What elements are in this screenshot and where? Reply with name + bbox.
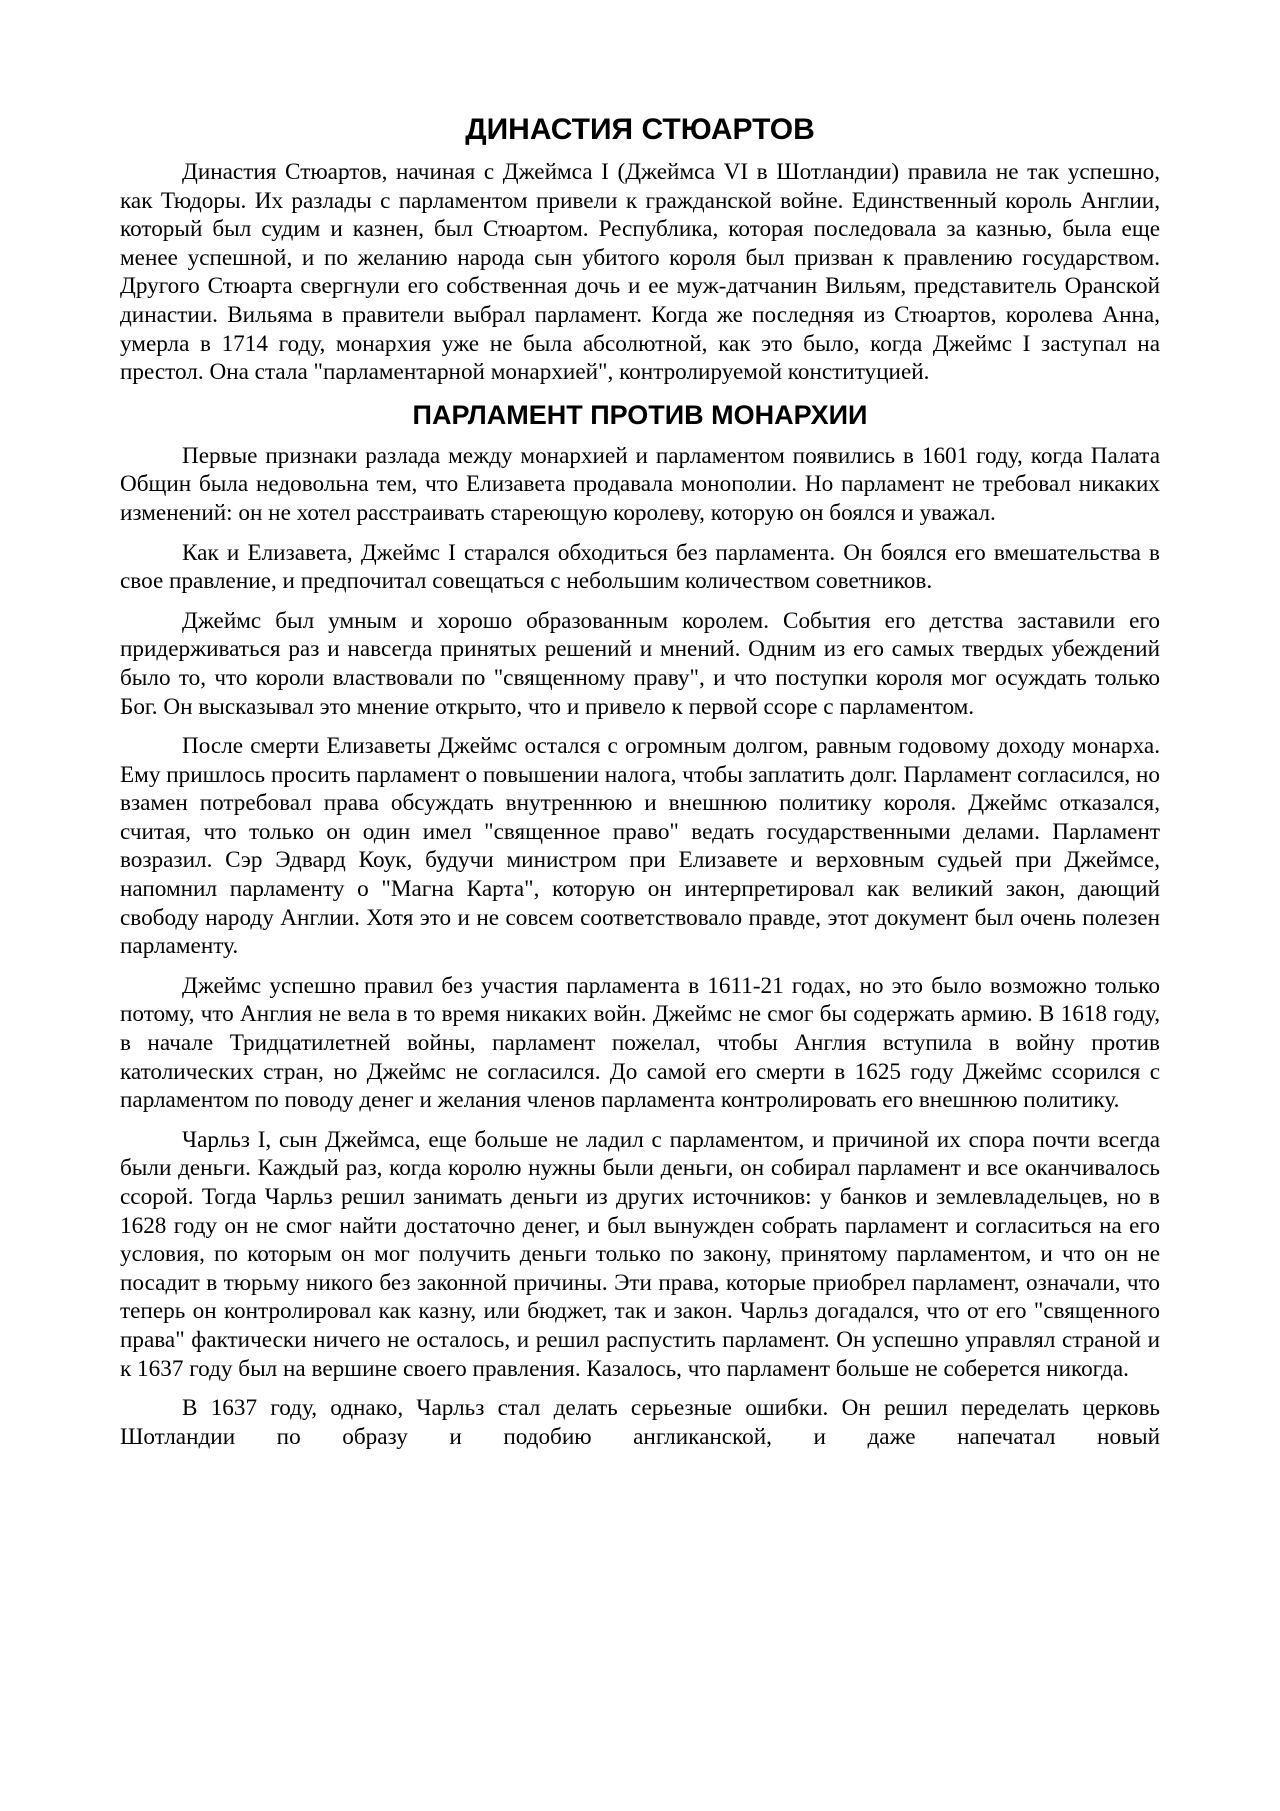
section-heading: ПАРЛАМЕНТ ПРОТИВ МОНАРХИИ	[412, 399, 868, 430]
body-paragraph: Первые признаки разлада между монархией и парламентом появились в 1601 году, когда Палата Общин была недовольна тем, что Елизавета продавала монополии. Но парламент не требовал никаких изменений: он не хотел расстраивать стареющую королеву, которую он боялся и уважал.	[120, 442, 1160, 526]
body-paragraph: Джеймс успешно правил без участия парламента в 1611-21 годах, но это было возможно только потому, что Англия не вела в то время никаких войн. Джеймс не смог бы содержать армию. В 1618 году, в начале Тридцатилетней войны, парламент пожелал, чтобы Англия вступила в войну против католических стран, но Джеймс не согласился. До самой его смерти в 1625 году Джеймс ссорился с парламентом по поводу денег и желания членов парламента контролировать его внешнюю политику.	[120, 972, 1160, 1114]
body-paragraph: Джеймс был умным и хорошо образованным королем. События его детства заставили его придерживаться раз и навсегда принятых решений и мнений. Одним из его самых твердых убеждений было то, что короли властвовали по "священному праву", и что поступки короля мог осуждать только Бог. Он высказывал это мнение открыто, что и привело к первой ссоре с парламентом.	[120, 607, 1160, 720]
body-paragraph: Как и Елизавета, Джеймс I старался обходиться без парламента. Он боялся его вмешательства в свое правление, и предпочитал совещаться с небольшим количеством советников.	[120, 539, 1160, 595]
body-paragraph: После смерти Елизаветы Джеймс остался с огромным долгом, равным годовому доходу монарха. Ему пришлось просить парламент о повышении налога, чтобы заплатить долг. Парламент согласился, но взамен потребовал права обсуждать внутреннюю и внешнюю политику короля. Джеймс отказался, считая, что только он один имел "священное право" ведать государственными делами. Парламент возразил. Сэр Эдвард Коук, будучи министром при Елизавете и верховным судьей при Джеймсе, напомнил парламенту о "Магна Карта", которую он интерпретировал как великий закон, дающий свободу народу Англии. Хотя это и не совсем соответствовало правде, этот документ был очень полезен парламенту.	[120, 733, 1160, 960]
intro-paragraph: Династия Стюартов, начиная с Джеймса I (Джеймса VI в Шотландии) правила не так успешно, как Тюдоры. Их разлады с парламентом привели к гражданской войне. Единственный король Англии, который был судим и казнен, был Стюартом. Республика, которая последовала за казнью, была еще менее успешной, и по желанию народа сын убитого короля был призван к правлению государством. Другого Стюарта свергнули его собственная дочь и ее муж-датчанин Вильям, представитель Оранской династии. Вильяма в правители выбрал парламент. Когда же последняя из Стюартов, королева Анна, умерла в 1714 году, монархия уже не была абсолютной, как это было, когда Джеймс I заступал на престол. Она стала "парламентарной монархией", контролируемой конституцией.	[120, 159, 1160, 386]
body-paragraph: Чарльз I, сын Джеймса, еще больше не ладил с парламентом, и причиной их спора почти всегда были деньги. Каждый раз, когда королю нужны были деньги, он собирал парламент и все оканчивалось ссорой. Тогда Чарльз решил занимать деньги из других источников: у банков и землевладельцев, но в 1628 году он не смог найти достаточно денег, и был вынужден собрать парламент и согласиться на его условия, по которым он мог получить деньги только по закону, принятому парламентом, и что он не посадит в тюрьму никого без законной причины. Эти права, которые приобрел парламент, означали, что теперь он контролировал как казну, или бюджет, так и закон. Чарльз догадался, что от его "священного права" фактически ничего не осталось, и решил распустить парламент. Он успешно управлял страной и к 1637 году был на вершине своего правления. Казалось, что парламент больше не соберется никогда.	[120, 1126, 1160, 1382]
document-title: ДИНАСТИЯ СТЮАРТОВ	[465, 113, 815, 146]
body-paragraph-truncated: В 1637 году, однако, Чарльз стал делать серьезные ошибки. Он решил переделать церковь Шотландии по образу и подобию англиканской, и даже напечатал новый	[120, 1395, 1160, 1450]
document-page	[120, 112, 1160, 1451]
